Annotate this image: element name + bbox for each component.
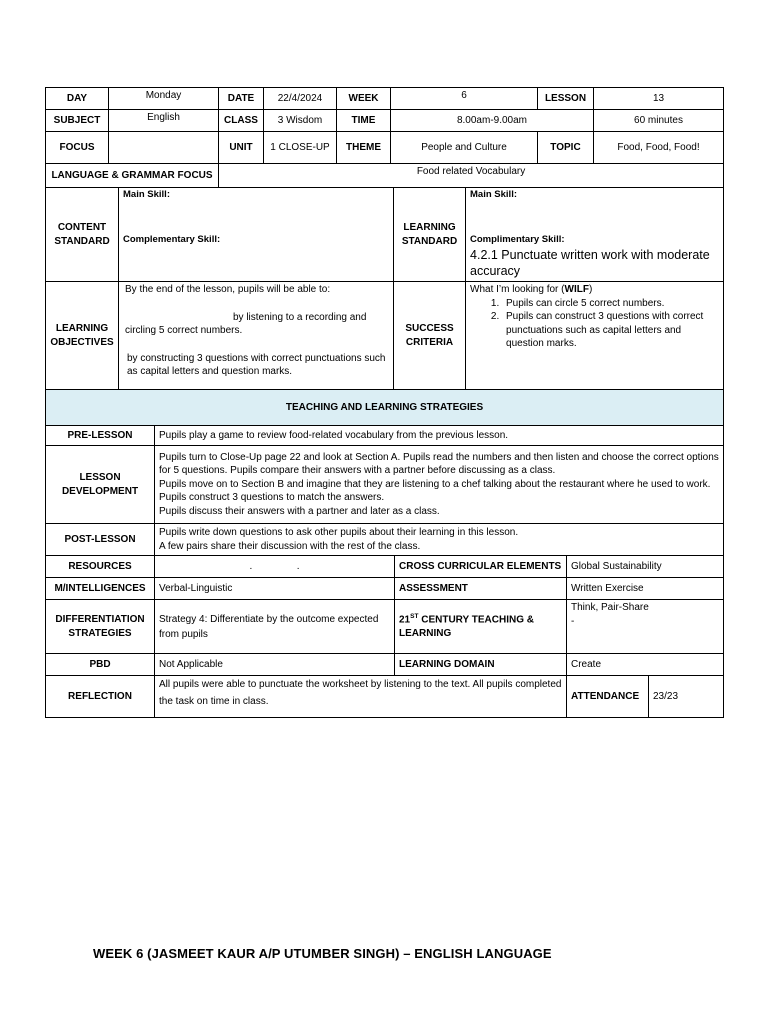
pre-lesson-text: Pupils play a game to review food-related vocabulary from the previous lesson. (155, 426, 724, 446)
week-label: WEEK (337, 88, 391, 110)
learning-standard-label: LEARNING STANDARD (394, 188, 466, 282)
criteria-list (470, 297, 719, 351)
subject-value: English (109, 110, 219, 132)
class-label: CLASS (219, 110, 264, 132)
unit-value: 1 CLOSE-UP (264, 132, 337, 164)
assessment-value: Written Exercise (567, 578, 724, 600)
time-value: 8.00am-9.00am (391, 110, 594, 132)
mi-value: Verbal-Linguistic (155, 578, 395, 600)
cce-value: Global Sustainability (567, 556, 724, 578)
wilf-heading (470, 283, 719, 297)
lesson-label: LESSON (538, 88, 594, 110)
objective-1: by listening to a recording and circling 5 correct numbers. (125, 311, 367, 336)
content-standard-cell (119, 188, 394, 282)
success-criteria-label: SUCCESS CRITERIA (394, 282, 466, 390)
unit-label: UNIT (219, 132, 264, 164)
mi-label: M/INTELLIGENCES (46, 578, 155, 600)
post-lesson-line: Pupils write down questions to ask other pupils about their learning in this lesson. (159, 527, 519, 538)
assessment-label: ASSESSMENT (395, 578, 567, 600)
c21-line: - (571, 615, 575, 627)
objectives-intro: By the end of the lesson, pupils will be able to: (125, 284, 331, 295)
post-lesson-text (155, 524, 724, 556)
lesson-value: 13 (594, 88, 724, 110)
lesson-development-label: LESSON DEVELOPMENT (46, 446, 155, 524)
complementary-skill-label: Complementary Skill: (123, 233, 221, 245)
reflection-label: REFLECTION (46, 676, 155, 718)
date-value: 22/4/2024 (264, 88, 337, 110)
topic-label: TOPIC (538, 132, 594, 164)
pre-lesson-label: PRE-LESSON (46, 426, 155, 446)
ls-complementary-label: Complimentary Skill: (470, 233, 565, 245)
standards-table (45, 163, 724, 426)
c21-label (395, 600, 567, 654)
wilf-suffix: ) (588, 284, 593, 295)
resources-label: RESOURCES (46, 556, 155, 578)
lang-focus-label: LANGUAGE & GRAMMAR FOCUS (46, 164, 219, 188)
day-label: DAY (46, 88, 109, 110)
development-step: Pupils move on to Section B and imagine that they are listening to a chef talking about the restaurant where he used to work. Pupils construct 3 questions to match the answers. (159, 478, 711, 504)
wilf-abbrev: WILF (564, 284, 589, 295)
focus-label: FOCUS (46, 132, 109, 164)
criteria-item: 1. Pupils can circle 5 correct numbers. (502, 297, 719, 311)
c21-line: Think, Pair-Share (571, 602, 649, 613)
c21-value (567, 600, 724, 654)
learning-objectives-label: LEARNING OBJECTIVES (46, 282, 119, 390)
subject-label: SUBJECT (46, 110, 109, 132)
header-table (45, 87, 724, 164)
objective-2: by constructing 3 questions with correct punctuations such as capital letters and question marks. (127, 352, 386, 377)
learning-objectives-cell (119, 282, 394, 390)
main-skill-label: Main Skill: (123, 189, 170, 200)
strategies-table (45, 425, 724, 718)
pbd-label: PBD (46, 654, 155, 676)
lang-focus-value: Food related Vocabulary (219, 164, 724, 188)
strategies-banner: TEACHING AND LEARNING STRATEGIES (46, 390, 724, 426)
lesson-plan (45, 87, 723, 718)
week-value: 6 (391, 88, 538, 110)
class-value: 3 Wisdom (264, 110, 337, 132)
content-standard-label: CONTENT STANDARD (46, 188, 119, 282)
success-criteria-cell (466, 282, 724, 390)
cce-label: CROSS CURRICULAR ELEMENTS (395, 556, 567, 578)
learning-standard-cell (466, 188, 724, 282)
lesson-development-text (155, 446, 724, 524)
theme-value: People and Culture (391, 132, 538, 164)
wilf-prefix: What I’m looking for ( (470, 284, 565, 295)
reflection-text: All pupils were able to punctuate the worksheet by listening to the text. All pupils completed the task on time in class. (155, 676, 567, 718)
learning-domain-label: LEARNING DOMAIN (395, 654, 567, 676)
date-label: DATE (219, 88, 264, 110)
development-step: Pupils turn to Close-Up page 22 and look at Section A. Pupils read the numbers and then listen and choose the correct options for 5 questions. Pupils compare their answers with a partner before discussing as a class. (159, 451, 719, 477)
pbd-value: Not Applicable (155, 654, 395, 676)
development-step: Pupils discuss their answers with a partner and later as a class. (159, 505, 440, 517)
c21-label-sup: ST (410, 612, 419, 620)
topic-value: Food, Food, Food! (594, 132, 724, 164)
theme-label: THEME (337, 132, 391, 164)
footer-title: WEEK 6 (JASMEET KAUR A/P UTUMBER SINGH) – ENGLISH LANGUAGE (93, 946, 552, 961)
attendance-value: 23/23 (649, 676, 724, 718)
post-lesson-label: POST-LESSON (46, 524, 155, 556)
differentiation-value: Strategy 4: Differentiate by the outcome expected from pupils (155, 600, 395, 654)
duration-value: 60 minutes (594, 110, 724, 132)
criteria-item: 2. Pupils can construct 3 questions with correct punctuations such as capital letters and question marks. (502, 310, 719, 351)
day-value: Monday (109, 88, 219, 110)
attendance-label: ATTENDANCE (567, 676, 649, 718)
post-lesson-line: A few pairs share their discussion with the rest of the class. (159, 540, 421, 552)
resources-value: . . (155, 556, 395, 578)
time-label: TIME (337, 110, 391, 132)
focus-value (109, 132, 219, 164)
differentiation-label: DIFFERENTIATION STRATEGIES (46, 600, 155, 654)
ls-main-skill-label: Main Skill: (470, 189, 517, 200)
c21-label-number: 21 (399, 614, 411, 626)
learning-domain-value: Create (567, 654, 724, 676)
ls-complementary-text: 4.2.1 Punctuate written work with moderate accuracy (470, 247, 710, 278)
c21-label-text: CENTURY TEACHING & LEARNING (399, 614, 534, 639)
